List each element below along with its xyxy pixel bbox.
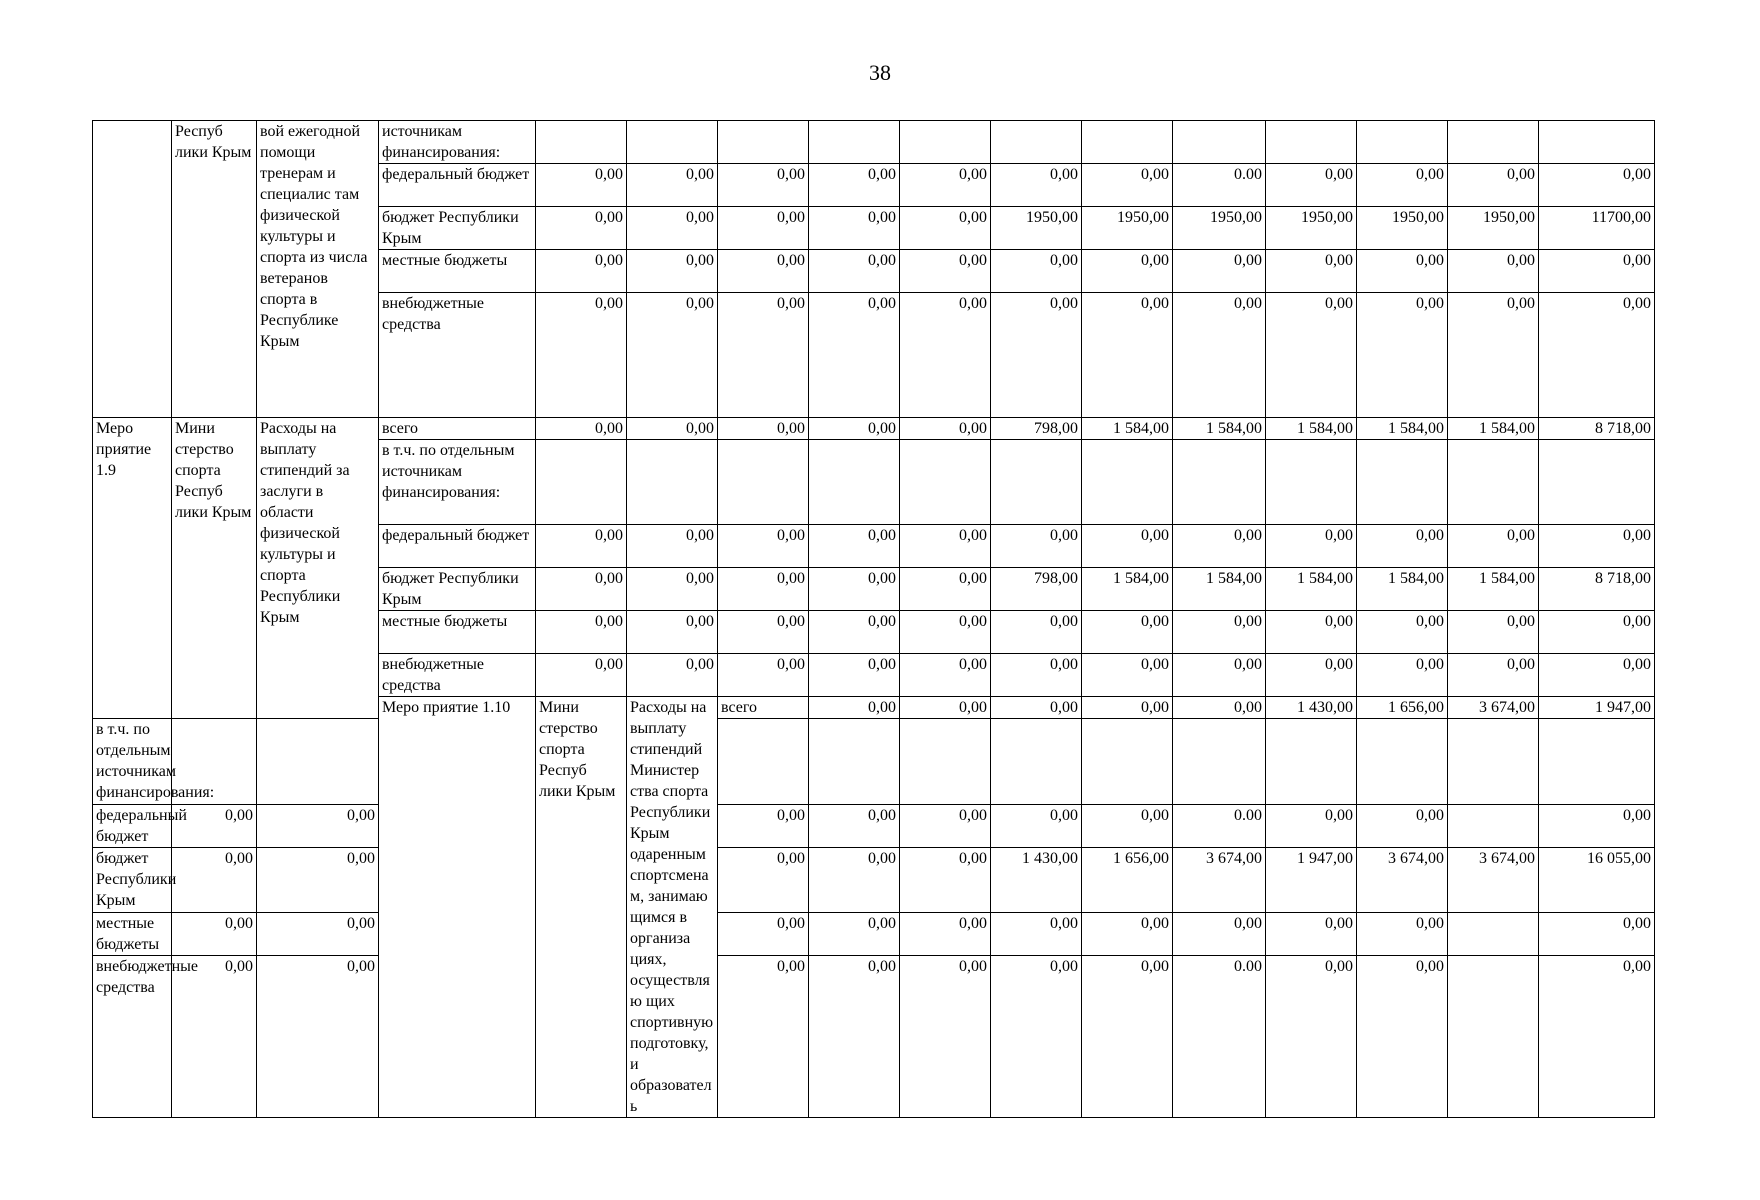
- amount-cell: 0,00: [1082, 654, 1173, 697]
- amount-cell: 0,00: [172, 956, 257, 1118]
- amount-cell: 1 947,00: [1539, 697, 1655, 719]
- amount-cell: 0,00: [1539, 956, 1655, 1118]
- amount-cell: 0,00: [1082, 805, 1173, 848]
- amount-cell: 0,00: [1082, 611, 1173, 654]
- amount-cell: 0,00: [627, 525, 718, 568]
- amount-cell: 0,00: [257, 956, 379, 1118]
- amount-cell: 0,00: [991, 956, 1082, 1118]
- amount-cell: 0,00: [1082, 956, 1173, 1118]
- amount-cell: 0,00: [1266, 956, 1357, 1118]
- amount-cell: 1 584,00: [1266, 568, 1357, 611]
- amount-cell: 0,00: [809, 913, 900, 956]
- amount-cell: 0,00: [536, 207, 627, 250]
- amount-cell: 16 055,00: [1539, 848, 1655, 913]
- amount-cell: 0,00: [1448, 654, 1539, 697]
- page-number: 38: [869, 60, 891, 85]
- amount-cell: 0,00: [991, 697, 1082, 719]
- amount-cell: 0,00: [1448, 250, 1539, 293]
- amount-cell: 1 656,00: [1357, 697, 1448, 719]
- amount-cell: 0,00: [718, 250, 809, 293]
- amount-cell: 0,00: [809, 293, 900, 418]
- amount-cell: 0,00: [1357, 913, 1448, 956]
- description-cell: Расходы на выплату стипендий за заслуги в области физической культуры и спорта Республики Крым: [257, 418, 379, 719]
- amount-cell: 0,00: [809, 207, 900, 250]
- source-label-total: всего: [718, 697, 809, 719]
- amount-cell: 0,00: [900, 697, 991, 719]
- source-label-extra: внебюджетные средства: [379, 293, 536, 418]
- executor-cell: Респуб лики Крым: [172, 121, 257, 418]
- amount-cell: 0.00: [1173, 805, 1266, 848]
- amount-cell: 0,00: [718, 207, 809, 250]
- measure-cell: [93, 121, 172, 418]
- amount-cell: 0,00: [1539, 293, 1655, 418]
- amount-cell: 0,00: [900, 207, 991, 250]
- amount-cell: 0,00: [1082, 525, 1173, 568]
- amount-cell: 0,00: [1357, 525, 1448, 568]
- amount-cell: 1 584,00: [1357, 568, 1448, 611]
- source-label-extra: внебюджетные средства: [379, 654, 536, 697]
- source-label-local: местные бюджеты: [379, 250, 536, 293]
- amount-cell: 0,00: [1082, 697, 1173, 719]
- amount-cell: 0,00: [900, 293, 991, 418]
- source-label-local: местные бюджеты: [93, 913, 172, 956]
- amount-cell: 0,00: [1357, 805, 1448, 848]
- amount-cell: 0,00: [1539, 913, 1655, 956]
- amount-cell: 0,00: [900, 418, 991, 440]
- table-row: [93, 719, 1655, 805]
- amount-cell: 0,00: [1539, 250, 1655, 293]
- amount-cell: 0,00: [809, 697, 900, 719]
- amount-cell: 0,00: [536, 568, 627, 611]
- amount-cell: 8 718,00: [1539, 568, 1655, 611]
- amount-cell: 0,00: [991, 805, 1082, 848]
- amount-cell: 0,00: [1357, 611, 1448, 654]
- source-label-by-sources: в т.ч. по отдельным источникам финансирования:: [93, 719, 172, 805]
- amount-cell: 0,00: [1448, 293, 1539, 418]
- amount-cell: 0,00: [809, 250, 900, 293]
- amount-cell: 0,00: [991, 293, 1082, 418]
- amount-cell: 3 674,00: [1448, 848, 1539, 913]
- amount-cell: 1 430,00: [1266, 697, 1357, 719]
- amount-cell: 1 584,00: [1448, 418, 1539, 440]
- amount-cell: 0,00: [809, 418, 900, 440]
- amount-cell: 0,00: [900, 848, 991, 913]
- amount-cell: 0,00: [1173, 654, 1266, 697]
- amount-cell: [1448, 913, 1539, 956]
- amount-cell: 0,00: [809, 525, 900, 568]
- amount-cell: 0,00: [1266, 913, 1357, 956]
- amount-cell: 11700,00: [1539, 207, 1655, 250]
- amount-cell: 0,00: [1539, 611, 1655, 654]
- amount-cell: 0.00: [1173, 164, 1266, 207]
- amount-cell: 0,00: [718, 654, 809, 697]
- amount-cell: 1950,00: [1448, 207, 1539, 250]
- amount-cell: 0,00: [900, 956, 991, 1118]
- source-label-by-sources: в т.ч. по отдельным источникам финансирования:: [379, 440, 536, 525]
- description-cell: Расходы на выплату стипендий Министер ства спорта Республики Крым одаренным спортсменам, занимаю щимся в организа циях, осуществляю щих спортивную подготовку, и образователь: [627, 697, 718, 1118]
- amount-cell: 0,00: [718, 293, 809, 418]
- amount-cell: 0,00: [172, 913, 257, 956]
- amount-cell: 0,00: [536, 250, 627, 293]
- amount-cell: 0,00: [1082, 293, 1173, 418]
- amount-cell: 1 584,00: [1266, 418, 1357, 440]
- amount-cell: 0,00: [718, 611, 809, 654]
- amount-cell: 1950,00: [1173, 207, 1266, 250]
- budget-table: [92, 120, 1655, 1118]
- amount-cell: [1448, 956, 1539, 1118]
- amount-cell: 0,00: [900, 525, 991, 568]
- amount-cell: 0,00: [1357, 250, 1448, 293]
- executor-cell: Мини стерство спорта Респуб лики Крым: [172, 418, 257, 719]
- amount-cell: 0,00: [1173, 250, 1266, 293]
- amount-cell: 1 584,00: [1082, 418, 1173, 440]
- amount-cell: 0,00: [900, 250, 991, 293]
- amount-cell: 0,00: [718, 525, 809, 568]
- amount-cell: 3 674,00: [1357, 848, 1448, 913]
- amount-cell: 0,00: [257, 805, 379, 848]
- amount-cell: 0,00: [172, 805, 257, 848]
- amount-cell: 0,00: [627, 164, 718, 207]
- amount-cell: 1950,00: [1082, 207, 1173, 250]
- executor-cell: Мини стерство спорта Респуб лики Крым: [536, 697, 627, 1118]
- amount-cell: 0,00: [900, 913, 991, 956]
- amount-cell: 0,00: [1448, 525, 1539, 568]
- amount-cell: 0,00: [536, 525, 627, 568]
- table-row: [93, 848, 1655, 913]
- amount-cell: 0,00: [1173, 697, 1266, 719]
- table-row: [93, 418, 1655, 440]
- amount-cell: 0,00: [536, 654, 627, 697]
- source-label-federal: федеральный бюджет: [379, 164, 536, 207]
- amount-cell: 798,00: [991, 568, 1082, 611]
- amount-cell: 0,00: [809, 654, 900, 697]
- amount-cell: 0,00: [627, 418, 718, 440]
- table-row: [93, 913, 1655, 956]
- description-cell: вой ежегодной помощи тренерам и специалис там физической культуры и спорта из числа ветеранов спорта в Республике Крым: [257, 121, 379, 418]
- amount-cell: 0,00: [1173, 293, 1266, 418]
- amount-cell: 0,00: [257, 848, 379, 913]
- amount-cell: 0,00: [718, 848, 809, 913]
- amount-cell: 0,00: [536, 293, 627, 418]
- amount-cell: 0,00: [1266, 164, 1357, 207]
- amount-cell: 0,00: [627, 611, 718, 654]
- amount-cell: 0,00: [1082, 164, 1173, 207]
- table-row: [93, 805, 1655, 848]
- amount-cell: 1 584,00: [1082, 568, 1173, 611]
- amount-cell: 0,00: [1357, 164, 1448, 207]
- table-row: [93, 121, 1655, 164]
- amount-cell: 0,00: [1173, 913, 1266, 956]
- amount-cell: 3 674,00: [1448, 697, 1539, 719]
- amount-cell: 1 656,00: [1082, 848, 1173, 913]
- amount-cell: 0,00: [1539, 654, 1655, 697]
- amount-cell: 1 947,00: [1266, 848, 1357, 913]
- amount-cell: 0,00: [627, 568, 718, 611]
- amount-cell: 0,00: [718, 418, 809, 440]
- amount-cell: 0,00: [809, 848, 900, 913]
- source-label-federal: федеральный бюджет: [379, 525, 536, 568]
- amount-cell: 0,00: [1082, 250, 1173, 293]
- amount-cell: 0,00: [991, 611, 1082, 654]
- amount-cell: 0,00: [718, 956, 809, 1118]
- amount-cell: 0,00: [536, 418, 627, 440]
- source-label-republic: бюджет Республики Крым: [379, 207, 536, 250]
- amount-cell: 0,00: [172, 848, 257, 913]
- amount-cell: 0,00: [1539, 164, 1655, 207]
- source-label-by-sources: источникам финансирования:: [379, 121, 536, 164]
- table-row: [93, 956, 1655, 1118]
- amount-cell: 0,00: [1448, 611, 1539, 654]
- amount-cell: 0,00: [900, 805, 991, 848]
- source-label-local: местные бюджеты: [379, 611, 536, 654]
- amount-cell: 0,00: [991, 913, 1082, 956]
- amount-cell: 0,00: [900, 568, 991, 611]
- amount-cell: 3 674,00: [1173, 848, 1266, 913]
- amount-cell: 0,00: [1266, 525, 1357, 568]
- amount-cell: 1 584,00: [1448, 568, 1539, 611]
- amount-cell: 0,00: [1357, 293, 1448, 418]
- amount-cell: 0,00: [991, 250, 1082, 293]
- amount-cell: 0,00: [809, 611, 900, 654]
- amount-cell: 0,00: [1266, 805, 1357, 848]
- amount-cell: 0,00: [900, 654, 991, 697]
- amount-cell: 0,00: [991, 525, 1082, 568]
- source-label-total: всего: [379, 418, 536, 440]
- amount-cell: 1 584,00: [1173, 568, 1266, 611]
- amount-cell: 0,00: [1266, 250, 1357, 293]
- amount-cell: 1 430,00: [991, 848, 1082, 913]
- amount-cell: 0,00: [809, 805, 900, 848]
- source-label-federal: федеральный бюджет: [93, 805, 172, 848]
- measure-cell: Меро приятие 1.10: [379, 697, 536, 1118]
- amount-cell: 0,00: [1357, 956, 1448, 1118]
- amount-cell: 0,00: [1539, 525, 1655, 568]
- amount-cell: 0,00: [627, 654, 718, 697]
- amount-cell: 0,00: [809, 164, 900, 207]
- amount-cell: 0,00: [718, 568, 809, 611]
- amount-cell: 0,00: [718, 805, 809, 848]
- amount-cell: 1950,00: [1357, 207, 1448, 250]
- measure-cell: Меро приятие 1.9: [93, 418, 172, 719]
- amount-cell: 0.00: [1173, 956, 1266, 1118]
- amount-cell: 8 718,00: [1539, 418, 1655, 440]
- amount-cell: 0,00: [718, 164, 809, 207]
- source-label-republic: бюджет Республики Крым: [93, 848, 172, 913]
- amount-cell: 0,00: [1539, 805, 1655, 848]
- amount-cell: 0,00: [900, 164, 991, 207]
- amount-cell: 0,00: [536, 164, 627, 207]
- amount-cell: 0,00: [1266, 293, 1357, 418]
- amount-cell: [1448, 805, 1539, 848]
- amount-cell: 1950,00: [1266, 207, 1357, 250]
- amount-cell: 798,00: [991, 418, 1082, 440]
- amount-cell: 0,00: [627, 293, 718, 418]
- amount-cell: 1 584,00: [1357, 418, 1448, 440]
- amount-cell: 0,00: [1173, 525, 1266, 568]
- amount-cell: 0,00: [1266, 611, 1357, 654]
- amount-cell: 1 584,00: [1173, 418, 1266, 440]
- amount-cell: 0,00: [809, 568, 900, 611]
- amount-cell: 0,00: [809, 956, 900, 1118]
- source-label-extra: внебюджетные средства: [93, 956, 172, 1118]
- amount-cell: 0,00: [1266, 654, 1357, 697]
- amount-cell: 0,00: [991, 164, 1082, 207]
- amount-cell: 0,00: [627, 207, 718, 250]
- amount-cell: 0,00: [627, 250, 718, 293]
- amount-cell: 0,00: [1357, 654, 1448, 697]
- amount-cell: 0,00: [257, 913, 379, 956]
- source-label-republic: бюджет Республики Крым: [379, 568, 536, 611]
- amount-cell: 1950,00: [991, 207, 1082, 250]
- amount-cell: 0,00: [718, 913, 809, 956]
- amount-cell: 0,00: [1448, 164, 1539, 207]
- amount-cell: 0,00: [991, 654, 1082, 697]
- amount-cell: 0,00: [900, 611, 991, 654]
- amount-cell: 0,00: [1173, 611, 1266, 654]
- amount-cell: 0,00: [536, 611, 627, 654]
- amount-cell: 0,00: [1082, 913, 1173, 956]
